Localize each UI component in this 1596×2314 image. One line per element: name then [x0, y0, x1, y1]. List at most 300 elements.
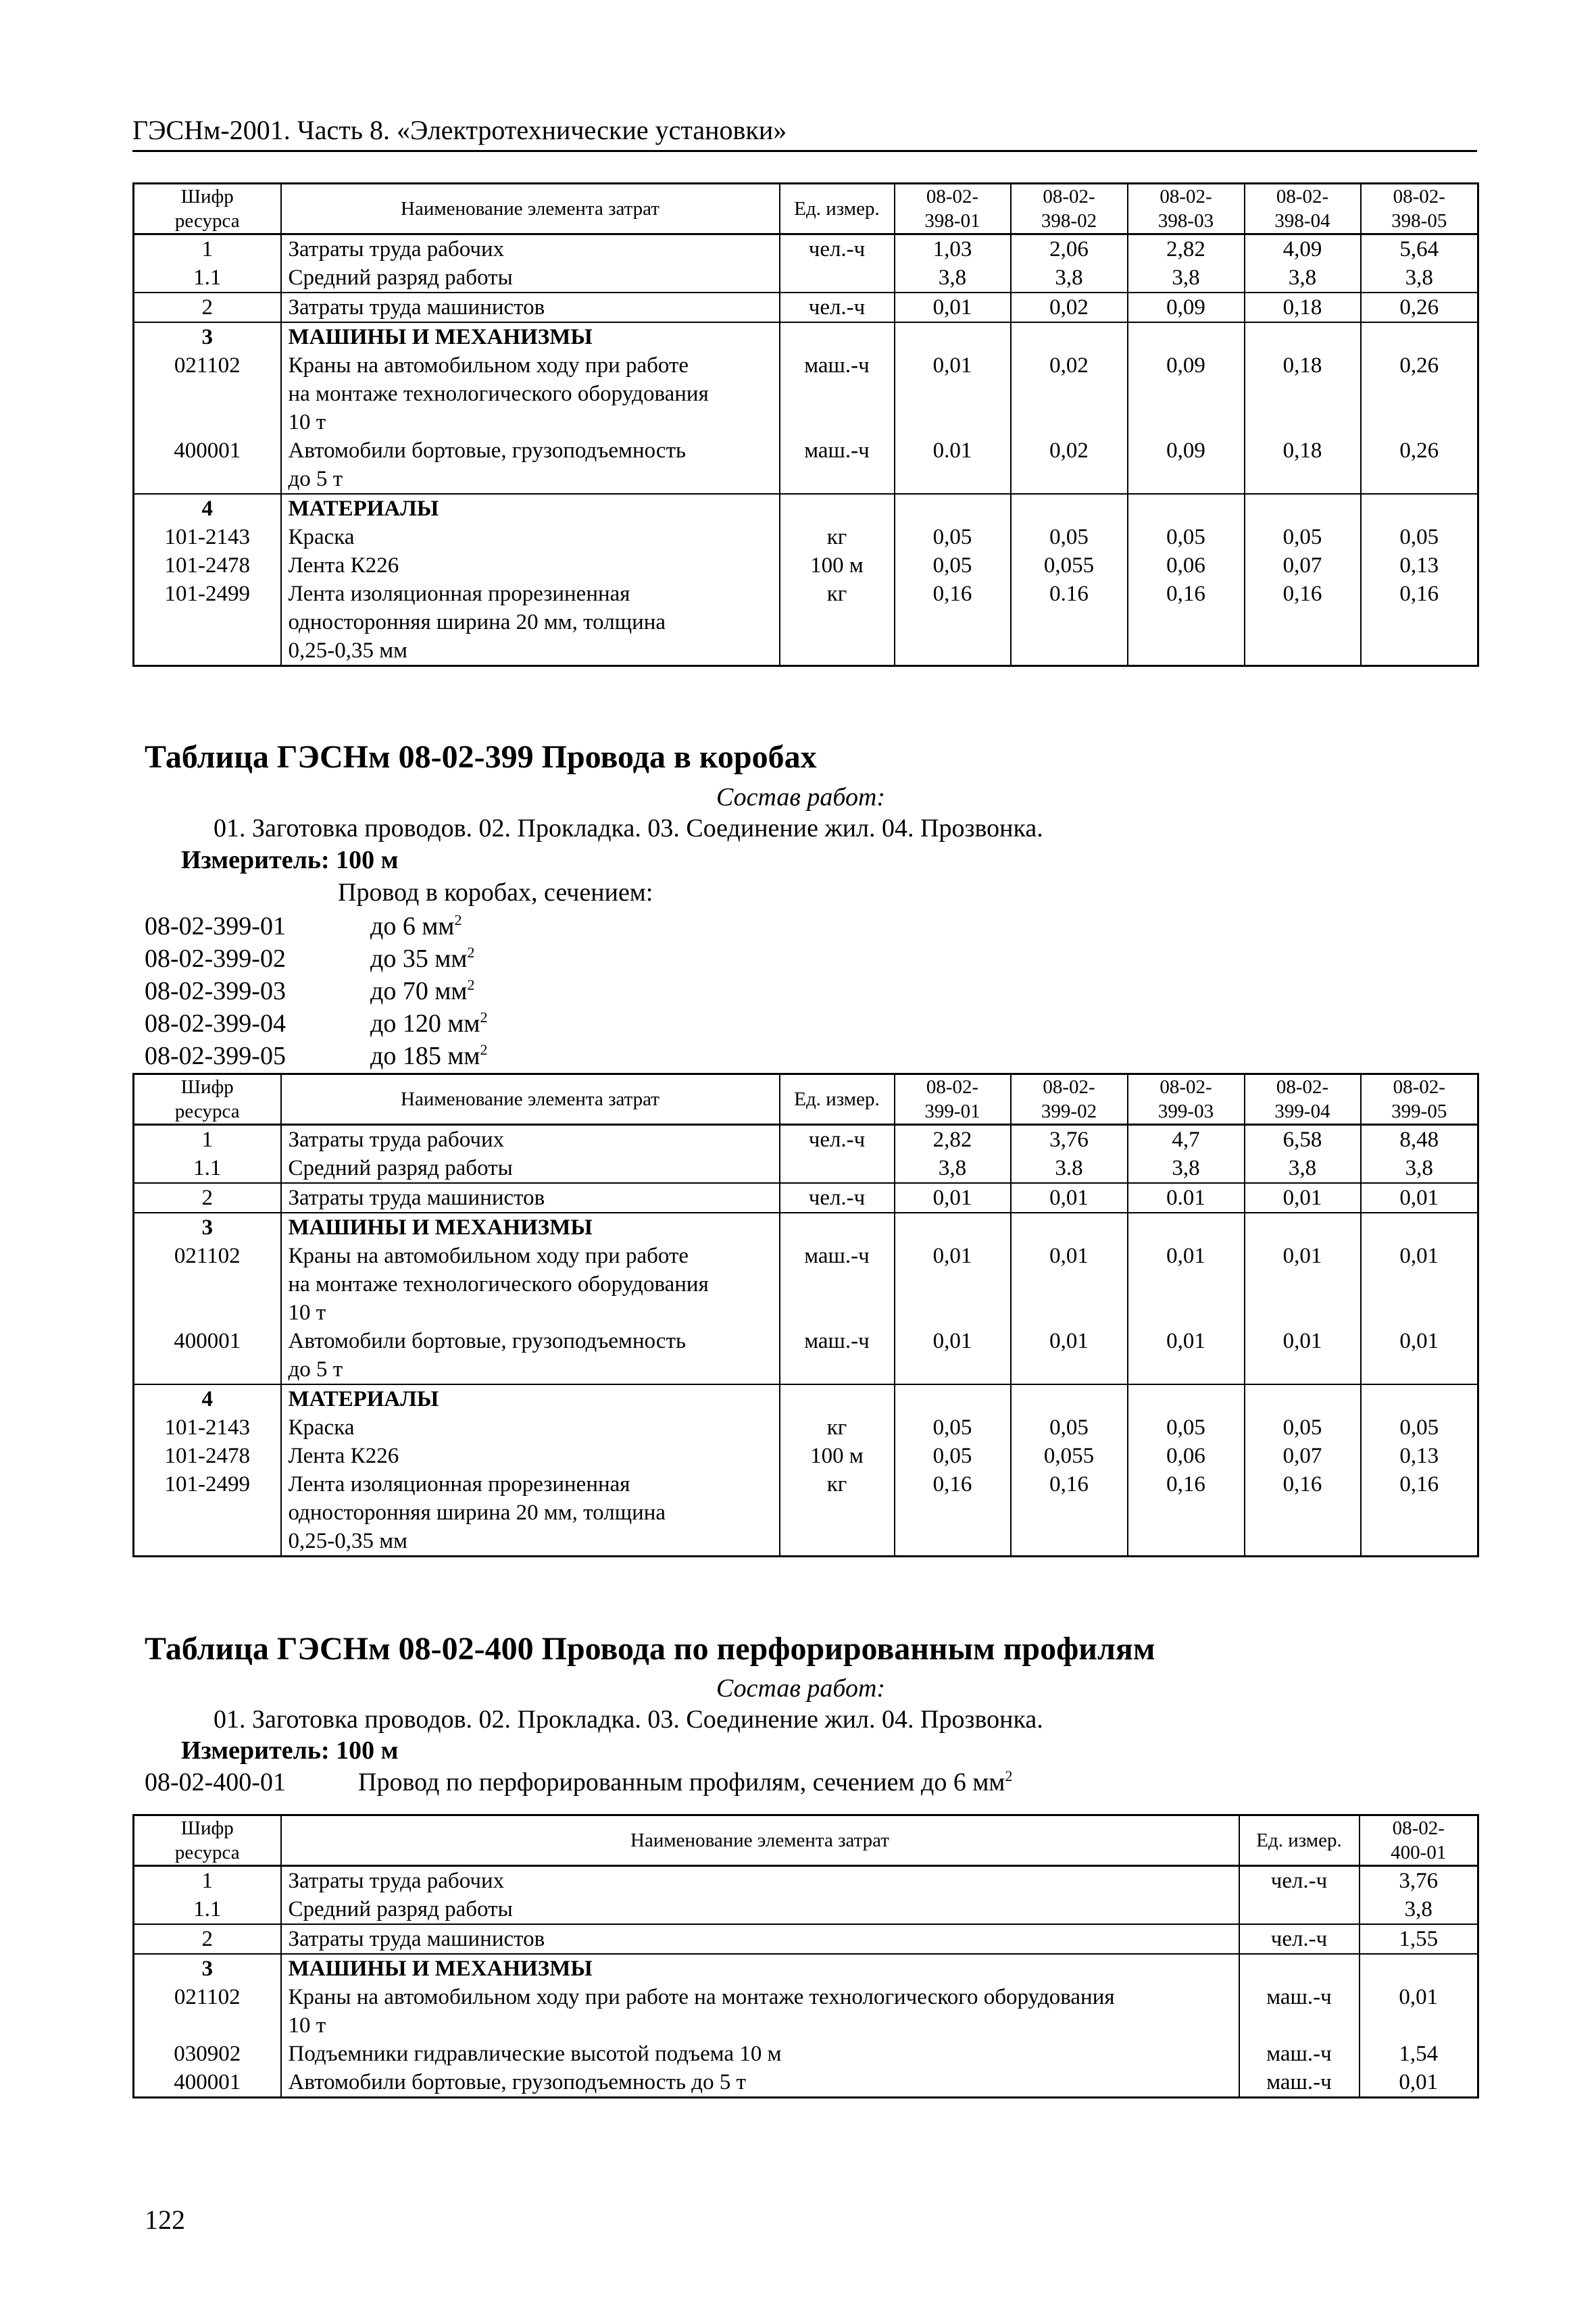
composition-399: 01. Заготовка проводов. 02. Прокладка. 03. Соединение жил. 04. Прозвонка.	[214, 814, 1043, 842]
cell-value: 0,01	[1011, 1327, 1128, 1384]
cell-code: 1	[134, 234, 281, 264]
cell-value	[895, 1384, 1011, 1413]
cell-value: 0,055	[1011, 1442, 1128, 1470]
code-item-text: до 6 $мм^2$	[370, 911, 462, 940]
cell-value	[1128, 322, 1245, 351]
col-header-norm-line: 398-05	[1391, 210, 1447, 232]
col-header-code	[134, 184, 281, 234]
code-item	[145, 975, 487, 1007]
cell-unit: маш.-ч	[780, 1242, 895, 1327]
cell-value	[1011, 1213, 1128, 1242]
cell-unit: кг	[780, 1413, 895, 1442]
cell-value	[1245, 1213, 1361, 1242]
cell-name	[281, 551, 780, 580]
table-row	[134, 1954, 1478, 1983]
cell-unit: чел.-ч	[780, 1125, 895, 1155]
cell-name	[281, 322, 780, 351]
cell-code: 101-2499	[134, 580, 281, 666]
cell-value: 0,05	[1245, 523, 1361, 551]
cell-name	[281, 436, 780, 494]
cell-value: 0,18	[1245, 293, 1361, 322]
cell-code: 1.1	[134, 263, 281, 293]
cell-value: 0,05	[1361, 1413, 1478, 1442]
table-row	[134, 436, 1478, 494]
cell-value: 0,01	[1011, 1242, 1128, 1327]
table-row	[134, 1125, 1478, 1155]
code-item-code: 08-02-399-03	[145, 977, 286, 1005]
cell-value	[895, 1213, 1011, 1242]
cell-name-line: на монтаже технологического оборудования	[288, 382, 709, 406]
table-row	[134, 1213, 1478, 1242]
cell-value: 3,8	[1360, 1895, 1478, 1924]
cell-code: 030902	[134, 2040, 281, 2068]
cell-unit: маш.-ч	[1239, 2040, 1360, 2068]
cell-value: 0,09	[1128, 436, 1245, 494]
cell-value: 0,01	[895, 1242, 1011, 1327]
cell-unit	[780, 1213, 895, 1242]
cell-name	[281, 1470, 780, 1557]
col-header-norm	[1011, 184, 1128, 234]
cell-value: 0.01	[1128, 1183, 1245, 1213]
cell-value: 0,05	[895, 523, 1011, 551]
cell-name	[281, 1242, 780, 1327]
cell-value	[1245, 322, 1361, 351]
col-header-norm	[895, 184, 1011, 234]
table-row	[134, 580, 1478, 666]
cell-value: 0,07	[1245, 551, 1361, 580]
page-header: ГЭСНм-2001. Часть 8. «Электротехнические установки»	[132, 114, 1477, 152]
cell-name-line: Автомобили бортовые, грузоподъемность	[288, 1329, 687, 1353]
cell-value: 0,05	[895, 551, 1011, 580]
cell-name-line: Средний разряд работы	[288, 1897, 513, 1921]
cell-value: 0,16	[1361, 580, 1478, 666]
cell-value: 2,82	[895, 1125, 1011, 1155]
code-item-code: 08-02-399-02	[145, 945, 286, 973]
cell-unit: маш.-ч	[780, 351, 895, 436]
cell-unit: маш.-ч	[1239, 2068, 1360, 2098]
cell-name-line: Краны на автомобильном ходу при работе	[288, 1244, 689, 1268]
cell-value: 0,05	[1011, 523, 1128, 551]
cell-name-line: на монтаже технологического оборудования	[288, 1272, 709, 1297]
cell-name	[281, 263, 780, 293]
cell-value: 3.8	[1011, 1154, 1128, 1183]
cell-name	[281, 293, 780, 322]
cell-value: 0,01	[895, 293, 1011, 322]
col-header-norm	[1361, 184, 1478, 234]
cell-code: 2	[134, 1924, 281, 1954]
cell-name-line: Лента изоляционная прорезиненная	[288, 1472, 630, 1496]
cell-name-line: Средний разряд работы	[288, 266, 513, 290]
table-399-title: Таблица ГЭСНм 08-02-399 Провода в коробах	[145, 739, 817, 775]
cell-name-line: односторонняя ширина 20 мм, толщина	[288, 1501, 666, 1525]
cell-value	[1128, 1213, 1245, 1242]
cell-name	[281, 1154, 780, 1183]
cell-code: 3	[134, 322, 281, 351]
col-header-norm-line: 399-01	[924, 1101, 980, 1122]
cell-name-line: МАШИНЫ И МЕХАНИЗМЫ	[288, 1957, 593, 1981]
cell-unit: чел.-ч	[1239, 1924, 1360, 1954]
cell-name	[281, 2068, 1239, 2098]
col-header-norm	[1011, 1074, 1128, 1125]
cell-name-line: 10 т	[288, 1301, 326, 1325]
col-header-code-line: Шифр	[180, 1076, 234, 1098]
table-row	[134, 1327, 1478, 1384]
cell-name-line: Подъемники гидравлические высотой подъема 10 м	[288, 2042, 782, 2066]
code-item-text: до 120 $мм^2$	[370, 1009, 488, 1038]
cell-name-line: 10 т	[288, 2013, 326, 2038]
composition-label-400: Состав работ:	[716, 1674, 886, 1703]
table-row	[134, 1183, 1478, 1213]
cell-value: 0,01	[1245, 1183, 1361, 1213]
cell-value: 0,06	[1128, 551, 1245, 580]
cell-value: 3,8	[1361, 1154, 1478, 1183]
cell-value	[1011, 494, 1128, 523]
cell-value: 3,8	[895, 1154, 1011, 1183]
cell-name-line: 0,25-0,35 мм	[288, 1529, 408, 1553]
col-header-norm	[1128, 1074, 1245, 1125]
table-row	[134, 551, 1478, 580]
cell-value: 8,48	[1361, 1125, 1478, 1155]
cell-value	[1361, 1384, 1478, 1413]
col-header-norm	[1360, 1815, 1478, 1866]
composition-400: 01. Заготовка проводов. 02. Прокладка. 03. Соединение жил. 04. Прозвонка.	[214, 1705, 1043, 1734]
cell-value: 2,06	[1011, 234, 1128, 264]
cell-value: 0,16	[895, 580, 1011, 666]
cell-code: 4	[134, 494, 281, 523]
cell-name	[281, 1924, 1239, 1954]
cell-code: 3	[134, 1954, 281, 1983]
cell-value	[1128, 1384, 1245, 1413]
cell-value: 0,26	[1361, 293, 1478, 322]
col-header-unit: Ед. измер.	[1239, 1815, 1360, 1866]
cell-value: 0,05	[1011, 1413, 1128, 1442]
table-row	[134, 494, 1478, 523]
table-header-row	[134, 1815, 1478, 1866]
table-row	[134, 2068, 1478, 2098]
cell-code: 021102	[134, 1242, 281, 1327]
cell-unit: маш.-ч	[1239, 1983, 1360, 2040]
cell-name-line: Средний разряд работы	[288, 1156, 513, 1180]
cell-name-line: до 5 т	[288, 467, 343, 491]
cell-value: 0,01	[895, 1327, 1011, 1384]
col-header-norm-line: 08-02-	[1276, 1076, 1329, 1098]
cell-value	[895, 494, 1011, 523]
col-header-norm-line: 398-04	[1274, 210, 1330, 232]
cell-name	[281, 1183, 780, 1213]
cell-code: 1	[134, 1866, 281, 1896]
code-list-400	[145, 1766, 1012, 1799]
code-item	[145, 910, 487, 942]
cell-value: 0,18	[1245, 436, 1361, 494]
col-header-norm-line: 399-04	[1274, 1101, 1330, 1122]
col-header-norm	[1128, 184, 1245, 234]
cell-unit	[1239, 1895, 1360, 1924]
cell-value: 0,09	[1128, 351, 1245, 436]
cell-name-line: Автомобили бортовые, грузоподъемность до 5 т	[288, 2070, 746, 2094]
cell-code: 101-2478	[134, 551, 281, 580]
cell-name-line: Затраты труда машинистов	[288, 1927, 545, 1951]
cell-value: 0,01	[1128, 1242, 1245, 1327]
cell-code: 021102	[134, 1983, 281, 2040]
table-row	[134, 1384, 1478, 1413]
cell-name	[281, 580, 780, 666]
cell-unit: маш.-ч	[780, 436, 895, 494]
cell-name	[281, 1983, 1239, 2040]
cell-name-line: Автомобили бортовые, грузоподъемность	[288, 438, 687, 463]
cell-unit: чел.-ч	[780, 293, 895, 322]
col-header-norm-line: 398-03	[1157, 210, 1214, 232]
cell-value	[1245, 1384, 1361, 1413]
cell-unit: 100 м	[780, 1442, 895, 1470]
cell-code: 021102	[134, 351, 281, 436]
cell-code: 101-2478	[134, 1442, 281, 1470]
col-header-norm-line: 08-02-	[1159, 186, 1212, 207]
col-header-norm-line: 08-02-	[926, 186, 979, 207]
cell-unit: кг	[780, 523, 895, 551]
cell-value: 3,76	[1011, 1125, 1128, 1155]
cell-code: 1.1	[134, 1154, 281, 1183]
cell-value	[1128, 494, 1245, 523]
page-number: 122	[145, 2205, 185, 2235]
col-header-norm	[1361, 1074, 1478, 1125]
cell-unit: маш.-ч	[780, 1327, 895, 1384]
col-header-code-line: Шифр	[180, 186, 234, 207]
col-header-norm-line: 08-02-	[1276, 186, 1329, 207]
cell-name-line: Краны на автомобильном ходу при работе на монтаже технологического оборудования	[288, 1985, 1115, 2009]
cell-name-line: МАШИНЫ И МЕХАНИЗМЫ	[288, 325, 593, 349]
cell-value: 0,02	[1011, 293, 1128, 322]
code-item-text: до 35 $мм^2$	[370, 944, 475, 973]
col-header-code-line: ресурса	[174, 210, 240, 232]
col-header-code-line: Шифр	[180, 1817, 234, 1839]
col-header-norm	[895, 1074, 1011, 1125]
cell-value: 0.01	[895, 436, 1011, 494]
table-400-title: Таблица ГЭСНм 08-02-400 Провода по перфорированным профилям	[145, 1631, 1155, 1667]
cell-unit	[780, 263, 895, 293]
cell-name-line: Затраты труда рабочих	[288, 237, 505, 261]
cell-unit: чел.-ч	[780, 1183, 895, 1213]
col-header-norm-line: 399-02	[1041, 1101, 1097, 1122]
table-row	[134, 234, 1478, 264]
code-list-399	[145, 910, 487, 1072]
cell-value: 0,02	[1011, 351, 1128, 436]
code-item-code: 08-02-400-01	[145, 1768, 286, 1796]
cell-value: 0,16	[895, 1470, 1011, 1557]
cell-value: 0,05	[895, 1413, 1011, 1442]
cell-code: 400001	[134, 1327, 281, 1384]
cell-unit	[780, 494, 895, 523]
cell-value: 0,16	[1245, 1470, 1361, 1557]
col-header-norm	[1245, 1074, 1361, 1125]
cell-code: 400001	[134, 436, 281, 494]
table-row	[134, 523, 1478, 551]
cell-name-line: Краска	[288, 525, 355, 549]
cell-value: 3,8	[895, 263, 1011, 293]
cell-name-line: Лента изоляционная прорезиненная	[288, 582, 630, 606]
cell-name	[281, 1327, 780, 1384]
cell-value: 4,7	[1128, 1125, 1245, 1155]
cell-value: 3,8	[1011, 263, 1128, 293]
table-row	[134, 1983, 1478, 2040]
cell-name	[281, 1384, 780, 1413]
col-header-code	[134, 1815, 281, 1866]
cell-value: 0,16	[1011, 1470, 1128, 1557]
cell-name	[281, 234, 780, 264]
cell-value: 0,16	[1245, 580, 1361, 666]
col-header-code-line: ресурса	[174, 1842, 240, 1863]
cell-value: 0,01	[1360, 2068, 1478, 2098]
cell-value: 0,13	[1361, 1442, 1478, 1470]
col-header-code	[134, 1074, 281, 1125]
cell-name	[281, 1895, 1239, 1924]
cell-name-line: 10 т	[288, 410, 326, 434]
cell-name-line: Лента К226	[288, 553, 399, 578]
table-row	[134, 1442, 1478, 1470]
cell-value: 0,09	[1128, 293, 1245, 322]
cell-value: 0,01	[1011, 1183, 1128, 1213]
cell-name-line: Краны на автомобильном ходу при работе	[288, 353, 689, 378]
cell-code: 101-2499	[134, 1470, 281, 1557]
cell-code: 2	[134, 1183, 281, 1213]
code-item-code: 08-02-399-04	[145, 1009, 286, 1038]
table-row	[134, 1242, 1478, 1327]
col-header-norm-line: 08-02-	[1393, 1076, 1445, 1098]
cell-value: 1,03	[895, 234, 1011, 264]
cell-value: 0,16	[1361, 1470, 1478, 1557]
cell-value	[1245, 494, 1361, 523]
cell-code: 400001	[134, 2068, 281, 2098]
cell-value	[1361, 322, 1478, 351]
table-row	[134, 351, 1478, 436]
cell-value: 0,05	[1128, 1413, 1245, 1442]
cell-value: 3,8	[1128, 263, 1245, 293]
cell-unit	[1239, 1954, 1360, 1983]
cell-value: 3,76	[1360, 1866, 1478, 1896]
code-item-code: 08-02-399-05	[145, 1042, 286, 1070]
cell-value: 2,82	[1128, 234, 1245, 264]
cell-value	[1361, 494, 1478, 523]
cell-value	[1011, 1384, 1128, 1413]
cell-code: 101-2143	[134, 1413, 281, 1442]
meter-400: Измеритель: 100 м	[181, 1736, 399, 1765]
cell-unit: чел.-ч	[1239, 1866, 1360, 1896]
col-header-norm-line: 399-03	[1157, 1101, 1214, 1122]
col-header-unit: Ед. измер.	[780, 184, 895, 234]
cell-name	[281, 494, 780, 523]
cell-value: 3,8	[1245, 263, 1361, 293]
cell-name	[281, 1866, 1239, 1896]
cell-name	[281, 1213, 780, 1242]
cell-name	[281, 351, 780, 436]
cell-value: 3,8	[1128, 1154, 1245, 1183]
cell-value: 0,01	[1245, 1327, 1361, 1384]
table-row	[134, 293, 1478, 322]
cell-value: 3,8	[1245, 1154, 1361, 1183]
cell-name	[281, 523, 780, 551]
col-header-norm-line: 08-02-	[1393, 186, 1445, 207]
cell-value: 0,01	[1361, 1242, 1478, 1327]
cell-value: 0,02	[1011, 436, 1128, 494]
table-header-row	[134, 184, 1478, 234]
cell-value: 0,05	[1245, 1413, 1361, 1442]
cell-unit: кг	[780, 580, 895, 666]
cell-value: 0,05	[895, 1442, 1011, 1470]
table-row	[134, 1413, 1478, 1442]
cell-value: 0,01	[895, 351, 1011, 436]
col-header-name: Наименование элемента затрат	[281, 184, 780, 234]
cell-name-line: Лента К226	[288, 1444, 399, 1468]
table-header-row	[134, 1074, 1478, 1125]
resource-table-398	[132, 182, 1479, 667]
code-item	[145, 942, 487, 975]
col-header-name: Наименование элемента затрат	[281, 1074, 780, 1125]
cell-value: 1,54	[1360, 2040, 1478, 2068]
col-header-norm-line: 400-01	[1391, 1842, 1447, 1863]
code-item-code: 08-02-399-01	[145, 912, 286, 940]
cell-value: 0,13	[1361, 551, 1478, 580]
col-header-norm-line: 08-02-	[1043, 186, 1095, 207]
cell-code: 1.1	[134, 1895, 281, 1924]
resource-table-400	[132, 1814, 1479, 2098]
cell-name	[281, 1413, 780, 1442]
table-row	[134, 263, 1478, 293]
resource-table-399	[132, 1073, 1479, 1557]
cell-value	[1360, 1954, 1478, 1983]
cell-name-line: односторонняя ширина 20 мм, толщина	[288, 610, 666, 634]
cell-value: 0,06	[1128, 1442, 1245, 1470]
col-header-norm-line: 398-01	[924, 210, 980, 232]
col-header-norm-line: 08-02-	[926, 1076, 979, 1098]
code-item	[145, 1040, 487, 1072]
col-header-norm-line: 08-02-	[1392, 1817, 1445, 1839]
cell-unit: кг	[780, 1470, 895, 1557]
cell-code: 101-2143	[134, 523, 281, 551]
cell-value: 0,01	[1128, 1327, 1245, 1384]
cell-name	[281, 2040, 1239, 2068]
cell-value: 0,05	[1361, 523, 1478, 551]
cell-unit: чел.-ч	[780, 234, 895, 264]
cell-name-line: МАШИНЫ И МЕХАНИЗМЫ	[288, 1215, 593, 1240]
cell-value: 0,01	[1360, 1983, 1478, 2040]
col-header-norm-line: 08-02-	[1159, 1076, 1212, 1098]
cell-name-line: Затраты труда рабочих	[288, 1128, 505, 1152]
cell-code: 2	[134, 293, 281, 322]
cell-name-line: Краска	[288, 1415, 355, 1440]
cell-name-line: 0,25-0,35 мм	[288, 638, 408, 663]
cell-value: 0,26	[1361, 436, 1478, 494]
code-item	[145, 1007, 487, 1040]
cell-value: 1,55	[1360, 1924, 1478, 1954]
cell-name-line: Затраты труда машинистов	[288, 295, 545, 320]
cell-value: 0,18	[1245, 351, 1361, 436]
cell-value: 3,8	[1361, 263, 1478, 293]
code-item-text: до 185 $мм^2$	[370, 1041, 488, 1070]
table-row	[134, 1866, 1478, 1896]
cell-value: 6,58	[1245, 1125, 1361, 1155]
cell-value: 0,01	[1361, 1327, 1478, 1384]
table-row	[134, 2040, 1478, 2068]
cell-name	[281, 1954, 1239, 1983]
col-header-code-line: ресурса	[174, 1101, 240, 1122]
cell-unit	[780, 322, 895, 351]
cell-name-line: МАТЕРИАЛЫ	[288, 1387, 439, 1411]
cell-code: 4	[134, 1384, 281, 1413]
col-header-norm-line: 398-02	[1041, 210, 1097, 232]
cell-unit	[780, 1384, 895, 1413]
table-row	[134, 322, 1478, 351]
col-header-name: Наименование элемента затрат	[281, 1815, 1239, 1866]
cell-code: 1	[134, 1125, 281, 1155]
